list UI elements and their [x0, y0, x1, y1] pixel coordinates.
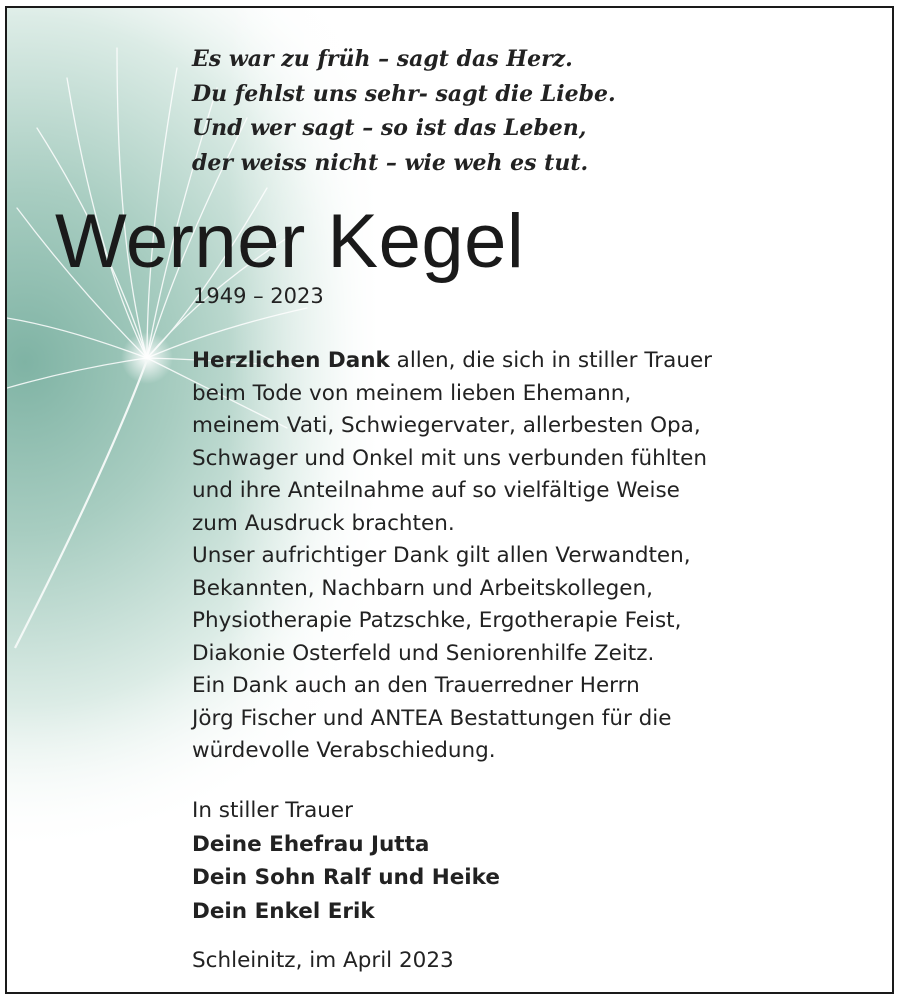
thanks-first-line: [192, 345, 882, 378]
thanks-line: Physiotherapie Patzschke, Ergotherapie Feist,: [192, 608, 682, 633]
thanks-line: Jörg Fischer und ANTEA Bestattungen für die: [192, 705, 672, 731]
signature-name: Dein Sohn Ralf und Heike: [192, 865, 500, 890]
poem-line: der weiss nicht – wie weh es tut.: [192, 149, 589, 176]
thanks-lead: Herzlichen Dank: [192, 348, 390, 373]
memorial-poem: [192, 42, 616, 180]
thanks-line: meinem Vati, Schwiegervater, allerbesten Opa,: [192, 413, 701, 438]
deceased-name: Werner Kegel: [55, 199, 525, 284]
poem-line: Es war zu früh – sagt das Herz.: [192, 46, 573, 72]
thanks-line: Bekannten, Nachbarn und Arbeitskollegen,: [192, 575, 653, 601]
thanks-line: Unser aufrichtiger Dank gilt allen Verwandten,: [192, 543, 691, 568]
mourners-signature: [192, 794, 500, 928]
life-years: 1949 – 2023: [193, 284, 324, 308]
thanks-line: Ein Dank auch an den Trauerredner Herrn: [192, 673, 640, 698]
obituary-card: [5, 6, 894, 994]
thanks-line: Diakonie Osterfeld und Seniorenhilfe Zeitz.: [192, 640, 655, 666]
place-and-date: Schleinitz, im April 2023: [192, 948, 454, 973]
thanks-line: Schwager und Onkel mit uns verbunden fühlten: [192, 445, 707, 471]
thanks-lead-rest: allen, die sich in stiller Trauer: [389, 348, 713, 373]
signature-name: Deine Ehefrau Jutta: [192, 831, 430, 857]
signature-name: Dein Enkel Erik: [192, 898, 375, 924]
thanks-line: beim Tode von meinem lieben Ehemann,: [192, 380, 632, 406]
thanks-line: zum Ausdruck brachten.: [192, 510, 455, 536]
poem-line: Und wer sagt – so ist das Leben,: [192, 115, 587, 141]
thanks-line: würdevolle Verabschiedung.: [192, 738, 496, 763]
poem-line: Du fehlst uns sehr- sagt die Liebe.: [192, 80, 616, 107]
thanks-line: und ihre Anteilnahme auf so vielfältige Weise: [192, 478, 680, 503]
thanks-text: [192, 345, 882, 768]
signature-intro: In stiller Trauer: [192, 798, 353, 823]
